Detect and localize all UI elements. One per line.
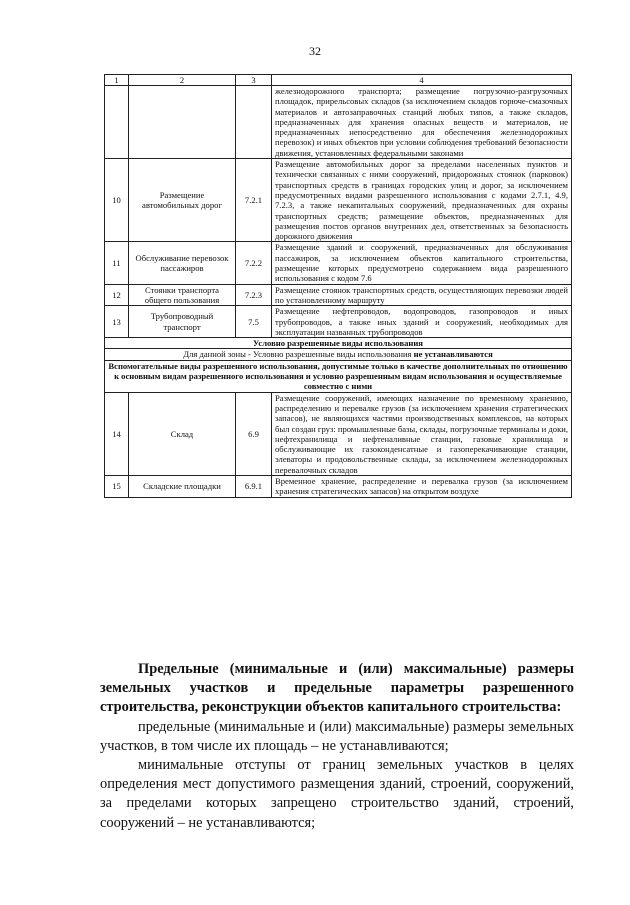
conditional-note-emphasis: не устанавливаются	[413, 349, 493, 360]
page-number: 32	[309, 44, 321, 58]
row-name: Стоянки транспорта общего пользования	[129, 284, 236, 306]
conditional-note-text: Для данной зоны - Условно разрешенные виды использования	[183, 349, 414, 360]
row-code: 7.5	[236, 306, 272, 338]
table-row	[105, 86, 572, 159]
row-code: 7.2.1	[236, 159, 272, 242]
table-row	[105, 159, 572, 242]
table-row	[105, 242, 572, 284]
section-row	[105, 360, 572, 392]
row-number: 14	[105, 392, 129, 475]
row-name: Трубопроводный транспорт	[129, 306, 236, 338]
row-description: Размещение автомобильных дорог за пределами населенных пунктов и технически связанных с ними сооружений, придорожных стоянок (парковок) транспортных средств в границах городских улиц и дорог, за исключением предусмотренных видами разрешенного использования с кодами 2.7.1, 4.9, 7.2.3, а также некапитальных сооружений, предназначенных для охраны транспортных средств; размещение объектов, предназначенных для размещения постов органов внутренних дел, ответственных за безопасность дорожного движения	[272, 159, 572, 242]
table-row	[105, 284, 572, 306]
table-row	[105, 475, 572, 497]
row-name: Размещение автомобильных дорог	[129, 159, 236, 242]
row-number: 15	[105, 475, 129, 497]
row-number: 13	[105, 306, 129, 338]
row-number: 10	[105, 159, 129, 242]
header-cell: 4	[272, 75, 572, 86]
row-code: 6.9	[236, 392, 272, 475]
row-code: 7.2.3	[236, 284, 272, 306]
row-name: Складские площадки	[129, 475, 236, 497]
paragraph: минимальные отступы от границ земельных участков в целях определения мест допустимого размещения зданий, строений, сооружений, за пределами которых запрещено строительство зданий, строений, сооружений – не устанавливаются;	[100, 757, 574, 831]
header-cell: 3	[236, 75, 272, 86]
row-description: Размещение стоянок транспортных средств, осуществляющих перевозки людей по установленному маршруту	[272, 284, 572, 306]
section-row	[105, 338, 572, 349]
section-row	[105, 349, 572, 360]
conditional-note	[105, 349, 572, 360]
row-name: Обслуживание перевозок пассажиров	[129, 242, 236, 284]
header-cell: 1	[105, 75, 129, 86]
table-header-row	[105, 75, 572, 86]
row-code: 6.9.1	[236, 475, 272, 497]
section-heading: Предельные (минимальные и (или) максимальные) размеры земельных участков и предельные параметры разрешенного строительства, реконструкции объектов капитального строительства:	[100, 661, 574, 716]
row-description: железнодорожного транспорта; размещение погрузочно-разгрузочных площадок, прирельсовых складов (за исключением складов горюче-смазочных материалов и автозаправочных станций любых типов, а также складов, предназначенных для хранения опасных веществ и материалов, не предназначенных непосредственно для обеспечения железнодорожных перевозок) и иных объектов при условии соблюдения требований безопасности движения, установленных федеральными законами	[272, 86, 572, 159]
section-title-auxiliary: Вспомогательные виды разрешенного использования, допустимые только в качестве дополнительных по отношению к основным видам разрешенного использования и условно разрешенным видам использования и осуществляемые совместно с ними	[105, 360, 572, 392]
row-number: 11	[105, 242, 129, 284]
body-text	[100, 660, 574, 833]
row-description: Временное хранение, распределение и перевалка грузов (за исключением хранения стратегических запасов) на открытом воздухе	[272, 475, 572, 497]
table-row	[105, 306, 572, 338]
row-name: Склад	[129, 392, 236, 475]
row-description: Размещение зданий и сооружений, предназначенных для обслуживания пассажиров, за исключением объектов капитального строительства, размещение которых предусмотрено содержанием вида разрешенного использования с кодом 7.6	[272, 242, 572, 284]
row-number: 12	[105, 284, 129, 306]
row-code: 7.2.2	[236, 242, 272, 284]
land-use-table	[104, 74, 572, 498]
section-title-conditional: Условно разрешенные виды использования	[105, 338, 572, 349]
row-description: Размещение нефтепроводов, водопроводов, газопроводов и иных трубопроводов, а также иных зданий и сооружений, необходимых для эксплуатации названных трубопроводов	[272, 306, 572, 338]
table-row	[105, 392, 572, 475]
header-cell: 2	[129, 75, 236, 86]
row-description: Размещение сооружений, имеющих назначение по временному хранению, распределению и перевалке грузов (за исключением хранения стратегических запасов), не являющихся частями производственных комплексов, на которых был создан груз: промышленные базы, склады, погрузочные терминалы и доки, нефтехранилища и нефтеналивные станции, газовые хранилища и обслуживающие их газоконденсатные и газоперекачивающие станции, элеваторы и продовольственные склады, за исключением железнодорожных перевалочных складов	[272, 392, 572, 475]
paragraph: предельные (минимальные и (или) максимальные) размеры земельных участков, в том числе их площадь – не устанавливаются;	[100, 718, 574, 754]
